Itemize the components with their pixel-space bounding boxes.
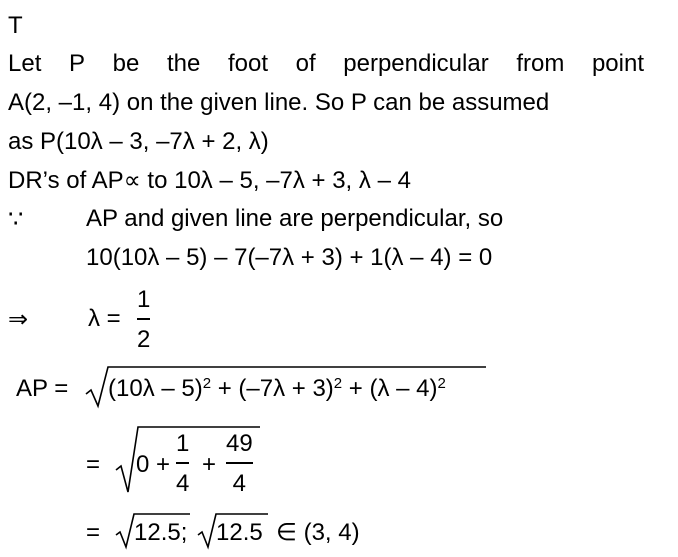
zero-plus: 0 + — [136, 451, 171, 478]
radicand-term: + (λ – 4) — [342, 375, 438, 402]
lambda-denominator: 2 — [137, 325, 151, 353]
ap-radicand — [108, 374, 446, 402]
fraction-bar — [226, 462, 253, 464]
numerator: 49 — [226, 430, 253, 457]
radicand-term: (10λ – 5) — [108, 375, 203, 402]
exponent: 2 — [333, 374, 343, 392]
lambda-fraction — [137, 288, 150, 352]
heading: T — [8, 12, 23, 39]
denominator: 4 — [176, 469, 190, 497]
line-4: DR’s of AP∝ to 10λ – 5, –7λ + 3, λ – 4 — [8, 167, 411, 194]
because-symbol: ∵ — [8, 205, 24, 233]
fraction-bar — [176, 462, 189, 464]
line-3: as P(10λ – 3, –7λ + 2, λ) — [8, 128, 269, 155]
line-1-word: foot — [227, 50, 268, 77]
numerator: 1 — [176, 430, 190, 457]
line-2: A(2, –1, 4) on the given line. So P can be assumed — [8, 89, 550, 116]
fraction-bar — [137, 318, 150, 320]
line-1-word: the — [166, 50, 201, 77]
fraction-forty-nine-quarters — [226, 432, 253, 496]
value-12-5: 12.5; — [134, 519, 188, 546]
line-1-word: perpendicular — [343, 50, 489, 77]
line-1 — [8, 52, 644, 76]
equals-sign: = — [86, 519, 101, 546]
ap-label: AP = — [16, 375, 69, 402]
fraction-one-quarter — [176, 432, 189, 496]
line-1-word: Let — [8, 50, 42, 77]
lambda-numerator: 1 — [137, 286, 151, 313]
line-1-word: of — [295, 50, 316, 77]
line-1-word: from — [516, 50, 565, 77]
line-6: 10(10λ – 5) – 7(–7λ + 3) + 1(λ – 4) = 0 — [86, 244, 493, 271]
line-5: AP and given line are perpendicular, so — [86, 205, 504, 232]
denominator: 4 — [232, 469, 247, 497]
value-12-5: 12.5 — [216, 519, 263, 546]
plus-sign: + — [202, 451, 217, 478]
equals-sign: = — [86, 451, 101, 478]
radicand-term: + (–7λ + 3) — [211, 375, 334, 402]
implies-symbol: ⇒ — [8, 305, 29, 333]
exponent: 2 — [437, 374, 446, 392]
line-1-word: P — [69, 50, 86, 77]
lambda-lhs: λ = — [88, 305, 121, 332]
line-1-word: be — [112, 50, 140, 77]
line-1-word: point — [591, 50, 644, 77]
exponent: 2 — [202, 374, 212, 392]
interval-membership: ∈ (3, 4) — [276, 519, 360, 546]
